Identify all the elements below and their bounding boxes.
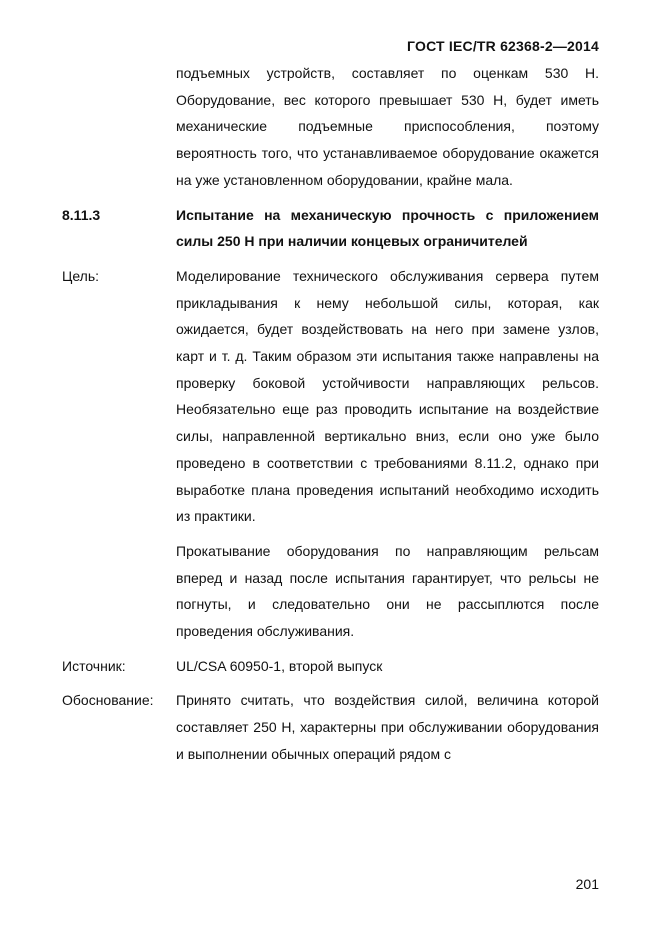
source-block	[62, 653, 599, 680]
goal-paragraph-1: Моделирование технического обслуживания сервера путем прикладывания к нему небольшой силы, которая, как ожидается, будет воздействовать на него при замене узлов, карт и т. д. Таким образом эти испытания также направлены на проверку боковой устойчивости направляющих рельсов. Необязательно еще раз проводить испытание на воздействие силы, направленной вертикально вниз, если оно уже было проведено в соответствии с требованиями 8.11.2, однако при выработке плана проведения испытаний необходимо исходить из практики.	[176, 267, 599, 525]
section-number: 8.11.3	[62, 206, 101, 223]
document-header: ГОСТ IEC/TR 62368-2—2014	[407, 38, 599, 54]
continuation-paragraph: подъемных устройств, составляет по оценкам 530 Н. Оборудование, вес которого превышает 530 Н, будет иметь механические подъемные приспособления, поэтому вероятность того, что устанавливаемое оборудование окажется на уже установленном оборудовании, крайне мала.	[176, 65, 599, 188]
rationale-text: Принято считать, что воздействия силой, величина которой составляет 250 Н, характерны при обслуживании оборудования и выполнении обычных операций рядом с	[176, 692, 599, 762]
section-heading	[62, 202, 599, 255]
rationale-block	[62, 687, 599, 767]
page-number: 201	[575, 876, 599, 892]
goal-block	[62, 263, 599, 645]
section-title: Испытание на механическую прочность с приложением силы 250 Н при наличии концевых ограничителей	[176, 206, 599, 250]
goal-label: Цель:	[62, 267, 100, 284]
source-text: UL/CSA 60950-1, второй выпуск	[176, 657, 383, 674]
continuation-block	[62, 60, 599, 194]
document-body	[62, 60, 599, 768]
goal-paragraph-2: Прокатывание оборудования по направляющим рельсам вперед и назад после испытания гарантирует, что рельсы не погнуты, и следовательно они не рассыплются после проведения обслуживания.	[176, 542, 599, 640]
source-label: Источник:	[62, 657, 126, 674]
rationale-label: Обоснование:	[62, 692, 154, 709]
